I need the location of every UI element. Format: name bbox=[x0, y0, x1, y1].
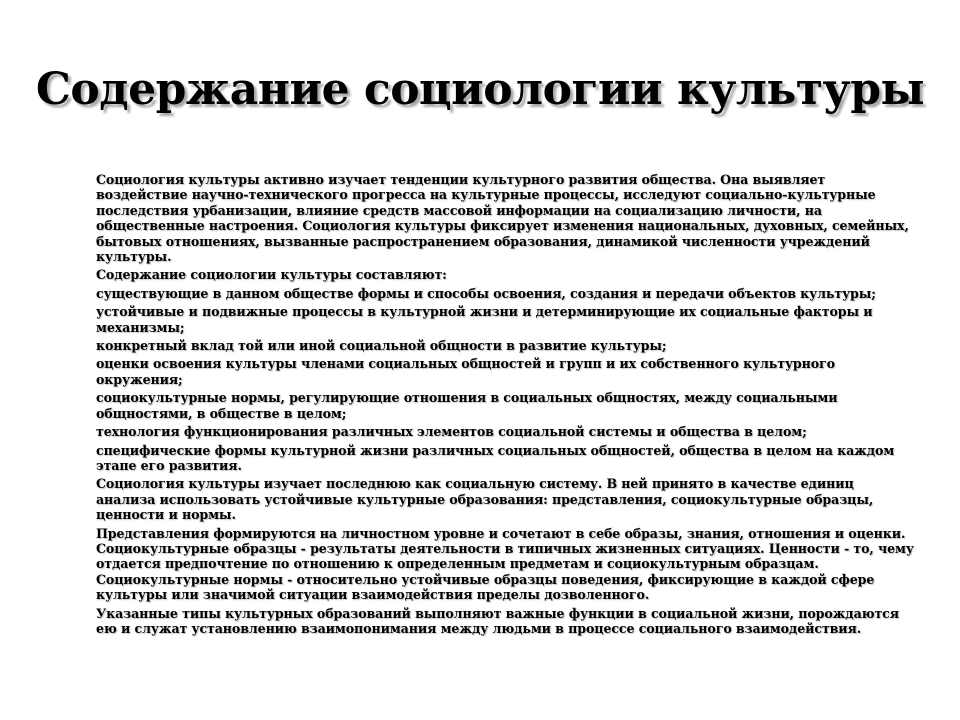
slide-body bbox=[96, 172, 916, 639]
paragraph: Социология культуры активно изучает тенденции культурного развития общества. Она выявляет воздействие научно-технического прогресса на культурные процессы, исследуют социально-культурные последствия урбанизации, влияние средств массовой информации на социализацию личности, на общественные настроения. Социология культуры фиксирует изменения национальных, духовных, семейных, бытовых отношениях, вызванные распространением образования, динамикой численности учреждений культуры. bbox=[96, 172, 909, 265]
list-item: специфические формы культурной жизни различных социальных общностей, общества в целом на каждом этапе его развития. bbox=[96, 442, 895, 473]
slide-title: Содержание социологии культуры bbox=[35, 64, 925, 115]
list-item: социокультурные нормы, регулирующие отношения в социальных общностях, между социальными общностями, в обществе в целом; bbox=[96, 390, 838, 421]
paragraph: Указанные типы культурных образований выполняют важные функции в социальной жизни, порождаются ею и служат установлению взаимопонимания между людьми в процессе социального взаимодействия. bbox=[96, 605, 899, 636]
list-item: существующие в данном обществе формы и способы освоения, создания и передачи объектов культуры; bbox=[96, 285, 876, 301]
list-item: конкретный вклад той или иной социальной общности в развитие культуры; bbox=[96, 338, 667, 354]
list-item: технология функционирования различных элементов социальной системы и общества в целом; bbox=[96, 424, 807, 440]
paragraph: Представления формируются на личностном уровне и сочетают в себе образы, знания, отношения и оценки. Социокультурные образцы - результаты деятельности в типичных жизненных ситуациях. Ценности - то, чему отдается предпочтение по отношению к определенным предметам и социокультурным образцам. Социокультурные нормы - относительно устойчивые образцы поведения, фиксирующие в каждой сфере культуры или значимой ситуации взаимодействия пределы дозволенного. bbox=[96, 525, 914, 603]
paragraph: Содержание социологии культуры составляют: bbox=[96, 267, 447, 283]
list-item: устойчивые и подвижные процессы в культурной жизни и детерминирующие их социальные факторы и механизмы; bbox=[96, 304, 873, 335]
paragraph: Социология культуры изучает последнюю как социальную систему. В ней принято в качестве единиц анализа использовать устойчивые культурные образования: представления, социокультурные образцы, ценности и нормы. bbox=[96, 476, 874, 523]
list-item: оценки освоения культуры членами социальных общностей и групп и их собственного культурного окружения; bbox=[96, 356, 835, 387]
